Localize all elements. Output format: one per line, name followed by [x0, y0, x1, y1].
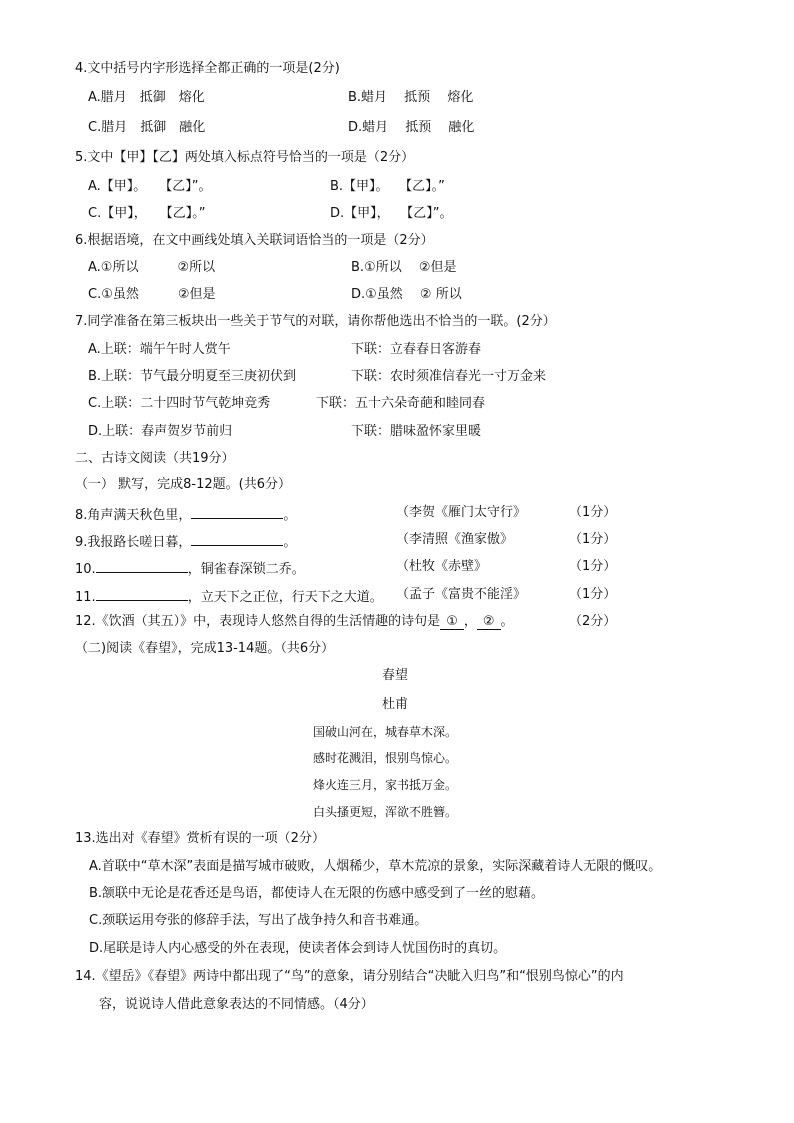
q5-option-c: C.【甲】， 【乙】。” [88, 206, 206, 221]
poem-line-3: 烽火连三月，家书抵万金。 [313, 778, 458, 792]
q6-option-c: C.①虽然 ②但是 [88, 287, 216, 302]
q10-answer-blank[interactable] [96, 558, 188, 573]
q14-stem-line-1: 14.《望岳》《春望》两诗中都出现了“鸟”的意象，请分别结合“决眦入归鸟”和“恨别鸟惊心”的内 [75, 969, 624, 984]
q12-blank-2[interactable]: ② [477, 614, 501, 630]
poem-title: 春望 [382, 668, 409, 683]
q7-b-upper: B.上联：节气最分明夏至三庚初伏到 [88, 369, 297, 384]
q12-points: （2分） [569, 614, 617, 629]
q13-option-d: D.尾联是诗人内心感受的外在表现，使读者体会到诗人忧国伤时的真切。 [89, 941, 507, 956]
q10-points: （1分） [569, 559, 617, 574]
q7-c-lower: 下联：五十六朵奇葩和睦同春 [316, 396, 486, 411]
section-2-part-1: （一） 默写，完成8-12题。(共6分） [75, 477, 291, 492]
q11-points: （1分） [569, 587, 617, 602]
q13-option-b: B.颔联中无论是花香还是鸟语，都使诗人在无限的伤感中感受到了一丝的慰藉。 [89, 886, 545, 901]
q5-option-a: A.【甲】。 【乙】”。 [88, 179, 212, 194]
q9-line: 9.我报路长嗟日暮， 。 [75, 531, 296, 552]
q9-points: （1分） [569, 532, 617, 547]
q13-option-c: C.颈联运用夸张的修辞手法，写出了战争持久和音书难通。 [89, 913, 428, 928]
q8-source: （李贺《雁门太守行》 [396, 505, 527, 520]
section-2-part-2: （二)阅读《春望》，完成13-14题。（共6分） [75, 641, 335, 656]
q7-d-lower: 下联：腊味盈怀家里暖 [351, 424, 482, 439]
q11-line: 11. ，立天下之正位，行天下之大道。 [75, 586, 383, 607]
q5-stem: 5.文中【甲】【乙】两处填入标点符号恰当的一项是（2分） [75, 150, 415, 165]
q5-option-b: B.【甲】。 【乙】。” [330, 179, 445, 194]
q7-c-upper: C.上联：二十四时节气乾坤竞秀 [88, 396, 271, 411]
q7-a-upper: A.上联：端午午时人赏午 [88, 342, 231, 357]
q10-source: （杜牧《赤壁》 [396, 559, 488, 574]
q4-option-a: A.腊月 抵御 熔化 [88, 90, 205, 105]
q7-b-lower: 下联：农时须准信春光一寸万金来 [351, 369, 547, 384]
q8-points: （1分） [569, 505, 617, 520]
q8-line: 8.角声满天秋色里， 。 [75, 504, 296, 525]
q9-answer-blank[interactable] [191, 531, 283, 546]
q12-line: 12.《饮酒（其五）》中，表现诗人悠然自得的生活情趣的诗句是 ① ， ② 。 [75, 614, 514, 629]
q5-option-d: D.【甲】， 【乙】”。 [330, 206, 453, 221]
q7-d-upper: D.上联：春声贺岁节前归 [88, 424, 233, 439]
section-2-title: 二、古诗文阅读（共19分） [75, 451, 235, 466]
q14-stem-line-2: 容，说说诗人借此意象表达的不同情感。（4分） [99, 997, 374, 1012]
q11-source: （孟子《富贵不能淫》 [396, 587, 527, 602]
q13-stem: 13.选出对《春望》赏析有误的一项（2分） [75, 831, 325, 846]
q7-stem: 7.同学准备在第三板块出一些关于节气的对联，请你帮他选出不恰当的一联。(2分） [75, 314, 556, 329]
q4-option-d: D.蜡月 抵预 融化 [348, 120, 475, 135]
q4-option-c: C.腊月 抵御 融化 [88, 120, 206, 135]
q4-option-b: B.蜡月 抵预 熔化 [348, 90, 474, 105]
poem-line-1: 国破山河在，城春草木深。 [313, 725, 458, 739]
q6-option-b: B.①所以 ②但是 [351, 260, 457, 275]
q8-answer-blank[interactable] [191, 504, 283, 519]
q7-a-lower: 下联：立春春日客游春 [351, 342, 482, 357]
poem-author: 杜甫 [382, 697, 409, 712]
poem-line-2: 感时花溅泪，恨别鸟惊心。 [313, 751, 458, 765]
q4-stem: 4.文中括号内字形选择全都正确的一项是(2分) [75, 61, 340, 76]
poem-line-4: 白头搔更短，浑欲不胜簪。 [313, 805, 458, 819]
q11-answer-blank[interactable] [96, 586, 188, 601]
q6-stem: 6.根据语境，在文中画线处填入关联词语恰当的一项是（2分） [75, 233, 434, 248]
q6-option-a: A.①所以 ②所以 [88, 260, 216, 275]
q13-option-a: A.首联中“草木深”表面是描写城市破败，人烟稀少，草木荒凉的景象，实际深藏着诗人无限的慨叹。 [89, 859, 662, 874]
q6-option-d: D.①虽然 ② 所以 [351, 287, 462, 302]
q12-blank-1[interactable]: ① [440, 614, 464, 630]
q9-source: （李清照《渔家傲》 [396, 532, 514, 547]
q10-line: 10. ，铜雀春深锁二乔。 [75, 558, 305, 579]
